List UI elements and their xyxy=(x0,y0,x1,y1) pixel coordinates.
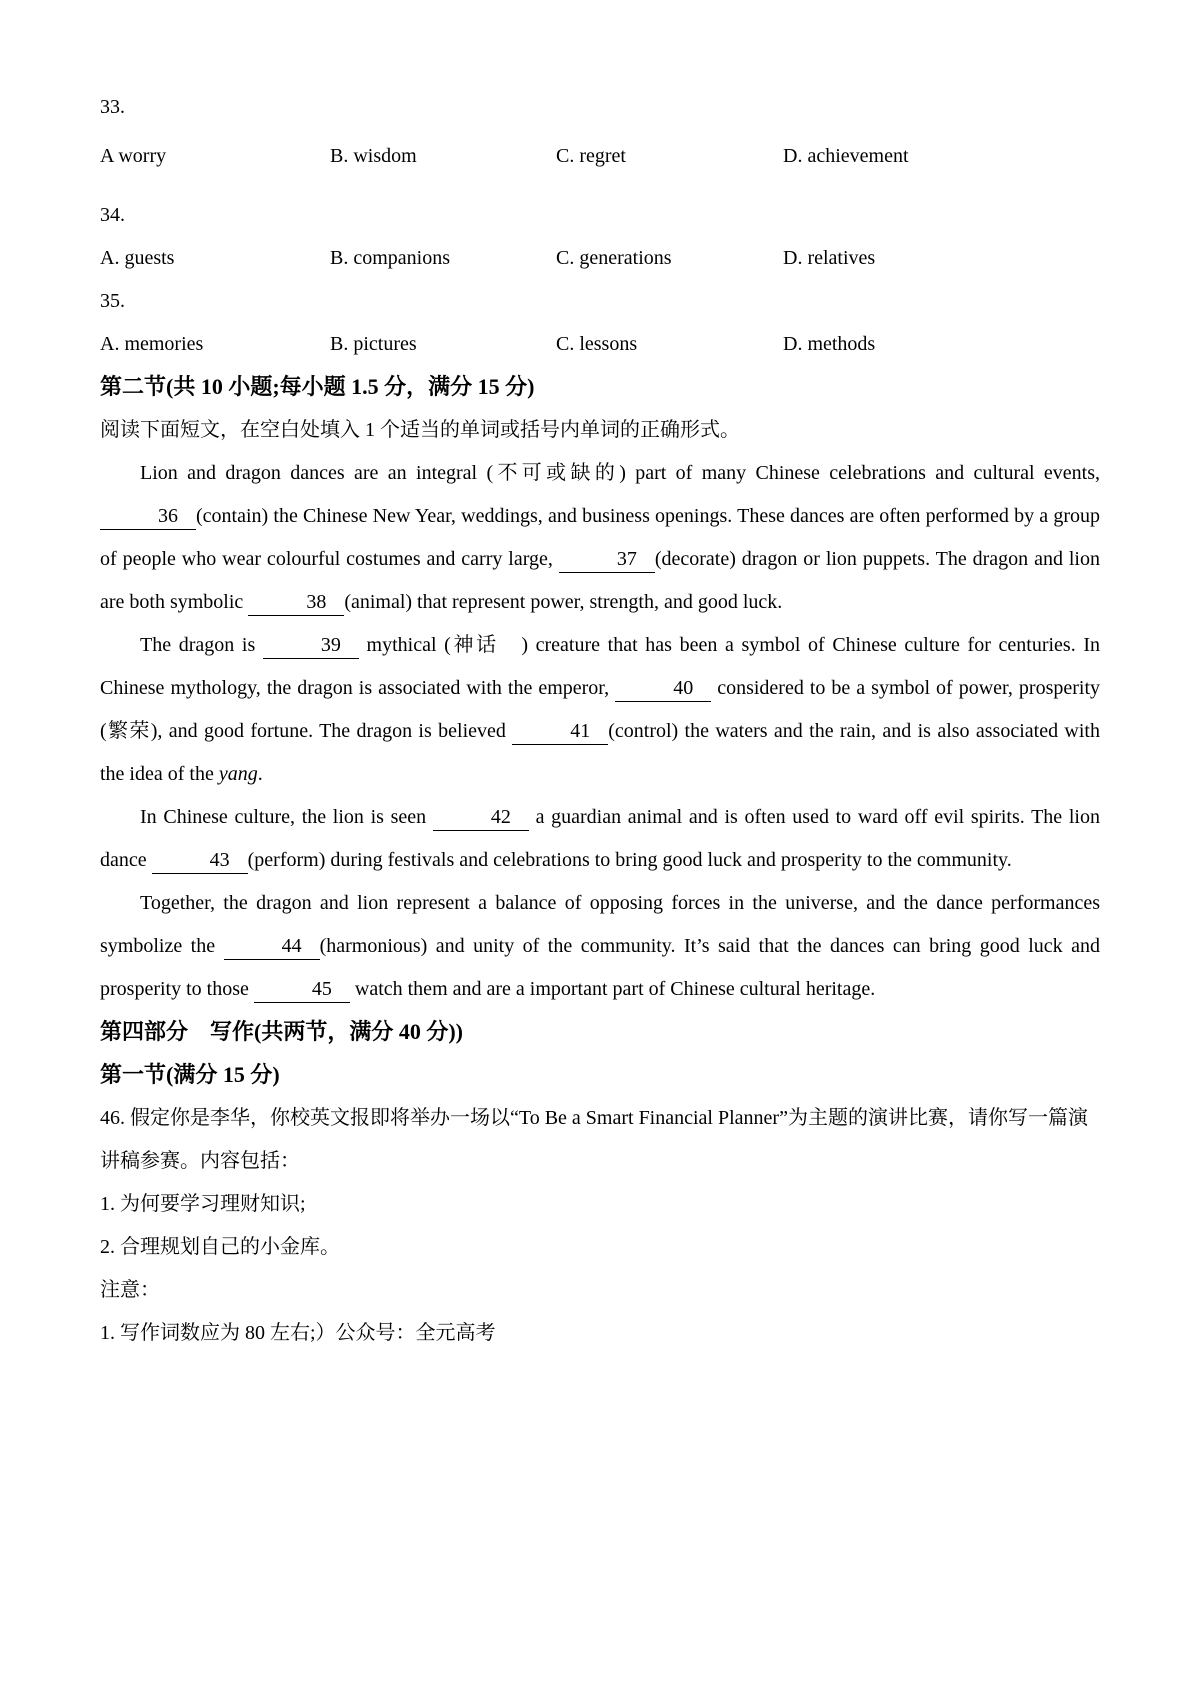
fill-blank-42: 42 xyxy=(433,805,529,831)
writing-task xyxy=(100,1097,1100,1355)
question-33-options xyxy=(100,135,1100,178)
question-35-option-b: B. pictures xyxy=(330,333,417,355)
question-35-option-d: D. methods xyxy=(783,333,876,355)
question-34-options xyxy=(100,237,1100,280)
fill-blank-39: 39 xyxy=(263,633,359,659)
question-34 xyxy=(100,194,1100,280)
italic-term: yang xyxy=(218,762,258,785)
task-line: 1. 写作词数应为 80 左右;）公众号：全元高考 xyxy=(100,1321,496,1344)
cloze-passage xyxy=(100,452,1100,1011)
question-33-option-a: A worry xyxy=(100,145,167,167)
question-34-number: 34. xyxy=(100,204,125,226)
question-33-option-d: D. achievement xyxy=(783,145,909,167)
question-33-number: 33. xyxy=(100,96,125,118)
question-34-option-b: B. companions xyxy=(330,247,450,269)
passage-paragraph-3: In Chinese culture, the lion is seen 42 a guardian animal and is often used to ward off evil spirits. The lion dance 43 (perform) during festivals and celebrations to bring good luck and prosperity to the community. xyxy=(100,796,1100,882)
question-33-option-c: C. regret xyxy=(556,145,626,167)
question-35-number: 35. xyxy=(100,290,125,312)
question-34-option-c: C. generations xyxy=(556,247,672,269)
question-33-option-b: B. wisdom xyxy=(330,145,417,167)
fill-blank-38: 38 xyxy=(248,590,344,616)
passage-paragraph-2: The dragon is 39 mythical (神话 ) creature that has been a symbol of Chinese culture for centuries. In Chinese mythology, the dragon is associated with the emperor, 40 considered to be a symbol of power, prosperity (繁荣), and good fortune. The dragon is believed 41 (control) the waters and the rain, and is also associated with the idea of the yang. xyxy=(100,633,1101,785)
fill-blank-36: 36 xyxy=(100,504,196,530)
fill-blank-40: 40 xyxy=(615,676,711,702)
question-35-option-c: C. lessons xyxy=(556,333,638,355)
question-34-option-a: A. guests xyxy=(100,247,175,269)
task-line: 46. 假定你是李华，你校英文报即将举办一场以“To Be a Smart Financial Planner”为主题的演讲比赛，请你写一篇演讲稿参赛。内容包括： xyxy=(100,1106,1088,1172)
fill-blank-41: 41 xyxy=(512,719,608,745)
section4-heading: 第四部分 写作(共两节，满分 40 分)) xyxy=(100,1018,463,1044)
fill-blank-45: 45 xyxy=(254,977,350,1003)
task-line: 2. 合理规划自己的小金库。 xyxy=(100,1235,340,1258)
question-35-options xyxy=(100,323,1100,366)
fill-blank-37: 37 xyxy=(559,547,655,573)
section2-heading: 第二节(共 10 小题;每小题 1.5 分，满分 15 分) xyxy=(100,374,535,399)
passage-paragraph-1: Lion and dragon dances are an integral (不可或缺的) part of many Chinese celebrations and cultural events, 36 (contain) the Chinese New Year, weddings, and business openings. These dances are often performed by a group of people who wear colourful costumes and carry large, 37 (decorate) dragon or lion puppets. The dragon and lion are both symbolic 38 (animal) that represent power, strength, and good luck. xyxy=(100,452,1100,624)
section2-instruction: 阅读下面短文，在空白处填入 1 个适当的单词或括号内单词的正确形式。 xyxy=(100,418,740,441)
task-line: 注意： xyxy=(100,1278,160,1301)
task-line: 1. 为何要学习理财知识; xyxy=(100,1192,306,1215)
question-35 xyxy=(100,280,1100,366)
passage-paragraph-4: Together, the dragon and lion represent a balance of opposing forces in the universe, and the dance performances symbolize the 44 (harmonious) and unity of the community. It’s said that the dances can bring good luck and prosperity to those 45 watch them and are a important part of Chinese cultural heritage. xyxy=(100,882,1100,1011)
fill-blank-43: 43 xyxy=(152,848,248,874)
question-34-option-d: D. relatives xyxy=(783,247,876,269)
fill-blank-44: 44 xyxy=(224,934,320,960)
question-33 xyxy=(100,86,1100,178)
question-35-option-a: A. memories xyxy=(100,333,204,355)
section4-subheading: 第一节(满分 15 分) xyxy=(100,1061,280,1087)
